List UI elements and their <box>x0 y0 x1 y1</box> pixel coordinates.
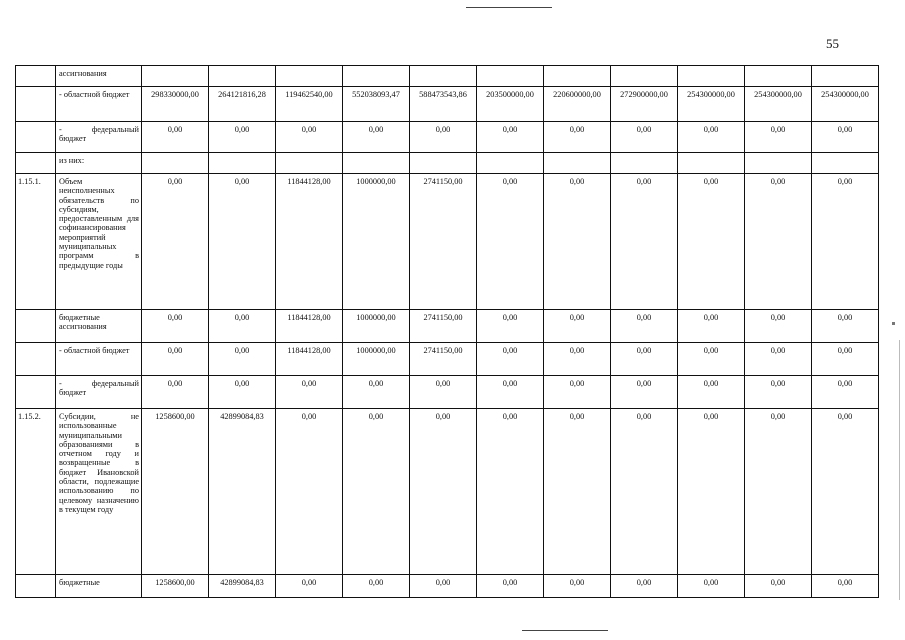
row-label: - областной бюджет <box>56 343 142 376</box>
value-cell: 2741150,00 <box>410 310 477 343</box>
value-cell <box>477 66 544 87</box>
value-cell: 0,00 <box>745 409 812 575</box>
row-label: - федеральный бюджет <box>56 122 142 153</box>
row-label: из них: <box>56 153 142 174</box>
value-cell: 0,00 <box>477 174 544 310</box>
value-cell: 0,00 <box>276 376 343 409</box>
value-cell: 42899084,83 <box>209 409 276 575</box>
table-row <box>16 122 879 153</box>
value-cell: 0,00 <box>544 310 611 343</box>
value-cell: 0,00 <box>544 343 611 376</box>
value-cell: 0,00 <box>477 575 544 598</box>
table-row <box>16 376 879 409</box>
value-cell: 0,00 <box>745 122 812 153</box>
value-cell: 1258600,00 <box>142 409 209 575</box>
value-cell: 0,00 <box>142 343 209 376</box>
value-cell: 298330000,00 <box>142 87 209 122</box>
value-cell: 0,00 <box>410 122 477 153</box>
value-cell: 0,00 <box>477 376 544 409</box>
value-cell: 0,00 <box>343 376 410 409</box>
row-label: бюджетные <box>56 575 142 598</box>
scan-mark <box>892 322 895 325</box>
value-cell: 0,00 <box>611 174 678 310</box>
value-cell <box>745 153 812 174</box>
value-cell: 0,00 <box>745 343 812 376</box>
value-cell <box>544 153 611 174</box>
value-cell: 254300000,00 <box>678 87 745 122</box>
value-cell: 0,00 <box>410 376 477 409</box>
table-row <box>16 409 879 575</box>
value-cell: 0,00 <box>611 343 678 376</box>
value-cell: 0,00 <box>209 122 276 153</box>
value-cell: 0,00 <box>678 409 745 575</box>
value-cell: 0,00 <box>812 376 879 409</box>
value-cell: 0,00 <box>276 409 343 575</box>
value-cell: 0,00 <box>276 575 343 598</box>
value-cell: 0,00 <box>812 409 879 575</box>
value-cell: 1258600,00 <box>142 575 209 598</box>
value-cell: 0,00 <box>812 174 879 310</box>
value-cell <box>209 153 276 174</box>
value-cell: 203500000,00 <box>477 87 544 122</box>
row-label: ассигнования <box>56 66 142 87</box>
value-cell <box>745 66 812 87</box>
value-cell: 0,00 <box>745 575 812 598</box>
value-cell <box>142 66 209 87</box>
value-cell: 0,00 <box>745 310 812 343</box>
row-code <box>16 376 56 409</box>
bottom-rule <box>522 630 608 631</box>
value-cell: 264121816,28 <box>209 87 276 122</box>
row-code <box>16 153 56 174</box>
table-body <box>16 66 879 598</box>
value-cell: 0,00 <box>477 343 544 376</box>
value-cell: 2741150,00 <box>410 343 477 376</box>
value-cell: 42899084,83 <box>209 575 276 598</box>
value-cell: 0,00 <box>142 310 209 343</box>
value-cell: 254300000,00 <box>745 87 812 122</box>
value-cell: 0,00 <box>544 409 611 575</box>
value-cell: 272900000,00 <box>611 87 678 122</box>
value-cell: 0,00 <box>812 575 879 598</box>
value-cell: 0,00 <box>745 174 812 310</box>
row-label: Субсидии, не использованные муниципальными образованиями в отчетном году и возвращенные в бюджет Ивановской области, подлежащие использованию по целевому назначению в текущем году <box>56 409 142 575</box>
value-cell <box>343 153 410 174</box>
row-code: 1.15.1. <box>16 174 56 310</box>
value-cell: 1000000,00 <box>343 174 410 310</box>
value-cell: 0,00 <box>477 409 544 575</box>
value-cell <box>276 66 343 87</box>
value-cell: 552038093,47 <box>343 87 410 122</box>
value-cell: 588473543,86 <box>410 87 477 122</box>
value-cell: 0,00 <box>812 310 879 343</box>
row-label: - областной бюджет <box>56 87 142 122</box>
value-cell: 11844128,00 <box>276 174 343 310</box>
value-cell: 0,00 <box>611 376 678 409</box>
value-cell <box>812 66 879 87</box>
row-code <box>16 66 56 87</box>
value-cell: 0,00 <box>611 575 678 598</box>
value-cell <box>544 66 611 87</box>
value-cell: 11844128,00 <box>276 310 343 343</box>
value-cell <box>209 66 276 87</box>
value-cell: 0,00 <box>477 122 544 153</box>
value-cell: 0,00 <box>544 575 611 598</box>
value-cell: 0,00 <box>611 122 678 153</box>
value-cell: 0,00 <box>142 122 209 153</box>
value-cell: 0,00 <box>142 174 209 310</box>
value-cell: 0,00 <box>343 122 410 153</box>
table-row <box>16 310 879 343</box>
value-cell: 2741150,00 <box>410 174 477 310</box>
row-code <box>16 343 56 376</box>
value-cell: 0,00 <box>544 174 611 310</box>
value-cell: 254300000,00 <box>812 87 879 122</box>
value-cell <box>678 66 745 87</box>
value-cell: 1000000,00 <box>343 343 410 376</box>
value-cell: 0,00 <box>209 174 276 310</box>
value-cell: 0,00 <box>745 376 812 409</box>
value-cell <box>142 153 209 174</box>
value-cell <box>812 153 879 174</box>
table-row <box>16 153 879 174</box>
value-cell: 0,00 <box>410 575 477 598</box>
value-cell: 119462540,00 <box>276 87 343 122</box>
value-cell <box>611 153 678 174</box>
value-cell: 0,00 <box>812 343 879 376</box>
value-cell: 11844128,00 <box>276 343 343 376</box>
budget-table <box>15 65 879 598</box>
row-code <box>16 87 56 122</box>
value-cell: 220600000,00 <box>544 87 611 122</box>
value-cell: 0,00 <box>678 174 745 310</box>
row-code <box>16 575 56 598</box>
value-cell: 0,00 <box>276 122 343 153</box>
value-cell: 0,00 <box>209 343 276 376</box>
value-cell <box>477 153 544 174</box>
table-row <box>16 66 879 87</box>
value-cell: 0,00 <box>678 575 745 598</box>
value-cell: 0,00 <box>611 409 678 575</box>
value-cell: 0,00 <box>343 409 410 575</box>
row-label: - федеральный бюджет <box>56 376 142 409</box>
row-label: бюджетные ассигнования <box>56 310 142 343</box>
value-cell: 0,00 <box>678 122 745 153</box>
value-cell <box>276 153 343 174</box>
table-row <box>16 575 879 598</box>
value-cell <box>343 66 410 87</box>
value-cell: 0,00 <box>678 343 745 376</box>
row-code <box>16 122 56 153</box>
value-cell <box>611 66 678 87</box>
value-cell: 0,00 <box>209 310 276 343</box>
table-row <box>16 343 879 376</box>
value-cell <box>410 66 477 87</box>
value-cell: 0,00 <box>477 310 544 343</box>
value-cell: 0,00 <box>611 310 678 343</box>
value-cell: 0,00 <box>343 575 410 598</box>
table-row <box>16 174 879 310</box>
value-cell: 0,00 <box>209 376 276 409</box>
value-cell: 0,00 <box>678 376 745 409</box>
table-row <box>16 87 879 122</box>
scan-edge <box>899 340 900 600</box>
page-number: 55 <box>826 36 839 51</box>
row-code <box>16 310 56 343</box>
value-cell: 0,00 <box>410 409 477 575</box>
value-cell: 0,00 <box>544 122 611 153</box>
row-label: Объем неисполненных обязательств по субсидиям, предоставленным для софинансирования мероприятий муниципальных программ в предыдущие годы <box>56 174 142 310</box>
value-cell <box>678 153 745 174</box>
value-cell: 0,00 <box>678 310 745 343</box>
value-cell: 0,00 <box>544 376 611 409</box>
top-rule <box>466 7 552 8</box>
value-cell: 1000000,00 <box>343 310 410 343</box>
row-code: 1.15.2. <box>16 409 56 575</box>
value-cell: 0,00 <box>142 376 209 409</box>
value-cell <box>410 153 477 174</box>
value-cell: 0,00 <box>812 122 879 153</box>
